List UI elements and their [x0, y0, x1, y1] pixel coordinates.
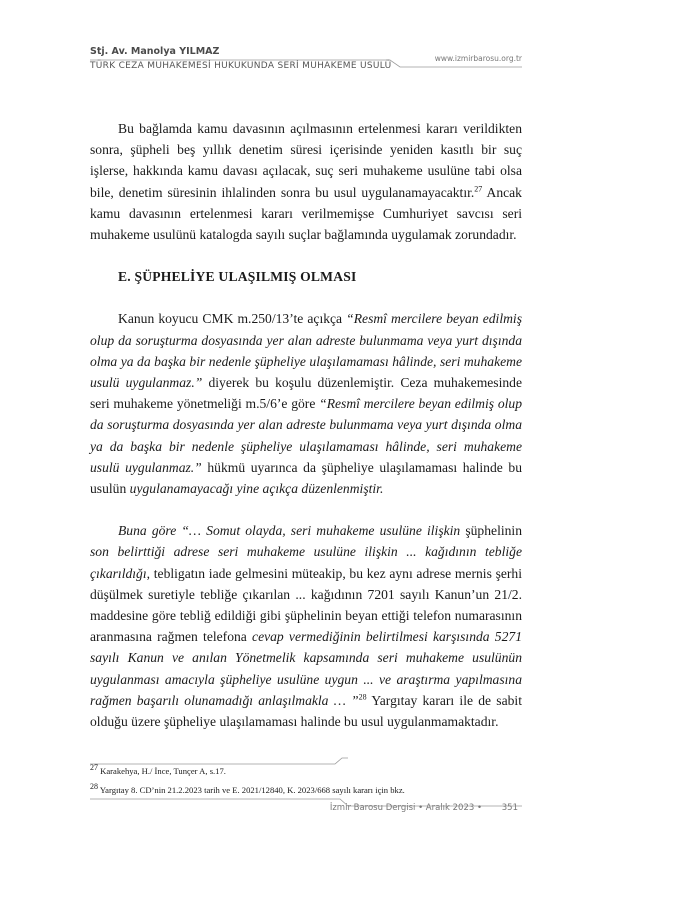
text-run: Bu bağlamda kamu davasının açılmasının ertelenmesi kararı verildikten sonra, şüpheli beş yıllık denetim süresi içerisinde yeniden kasıtlı bir suç işlerse, hakkında kamu davası açılacak, suç seri muhakeme usulüne tabi olsa bile, denetim süresinin ihlalinden sonra bu usul uygulanamayacaktır. [90, 121, 522, 200]
article-body [90, 118, 522, 732]
website-link[interactable]: www.izmirbarosu.org.tr [434, 54, 522, 63]
footnote-ref-27[interactable]: 27 [474, 184, 483, 194]
footer-journal-name: İzmir Barosu Dergisi • Aralık 2023 • [329, 803, 482, 813]
page-footer [90, 798, 522, 818]
text-run: , tebligatın iade gelmesini müteakip, bu kez aynı adrese mernis şerhi düşülmek suretiyle tebliğe çıkarılan ... kağıdının 7201 sayılı Kanun’un 21/2. maddesine göre tebliğ edildiği gibi şüphelinin beyan ettiği telefon numarasının aranmasına rağmen telefona [90, 565, 522, 645]
footnotes [90, 764, 522, 802]
footnote-text: Karakehya, H./ İnce, Tunçer A, s.17. [98, 766, 226, 776]
text-run: Yargıtay kararı ile de sabit olduğu üzere şüpheliye ulaşılamaması halinde bu usul uygulanmamaktadır. [90, 692, 522, 730]
quoted-decision-text: cevap vermediğinin belirtilmesi karşısında 5271 sayılı Kanun ve anılan Yönetmelik kapsamında seri muhakeme usulünün uygulanması amacıyla şüpheliye usulüne uygun ... ve araştırma yapılmasına rağmen başarılı olunamadığı anlaşılmakla … ” [90, 629, 522, 708]
footnote-28 [90, 783, 522, 797]
footnote-text: Yargıtay 8. CD’nin 21.2.2023 tarih ve E. 2021/12840, K. 2023/668 sayılı kararı için bkz. [98, 785, 405, 795]
paragraph [90, 520, 522, 732]
author-name: Stj. Av. Manolya YILMAZ [90, 46, 220, 57]
footnote-ref-28[interactable]: 28 [358, 692, 367, 702]
quoted-law-text: “Resmî mercilere beyan edilmiş olup da soruşturma dosyasında yer alan adreste bulunmama veya yurt dışında olma ya da başka bir nedenle şüpheliye ulaşılamaması hâlinde, seri muhakeme usulü uygulanmaz.” [90, 311, 522, 391]
text-run: Ancak kamu davasının ertelenmesi kararı verilmemişse Cumhuriyet savcısı seri muhakeme usulünü katalogda sayılı suçlar bağlamında uygulamak zorundadır. [90, 184, 522, 243]
page-header [90, 46, 522, 86]
footnote-number: 27 [90, 763, 98, 773]
footnote-number: 28 [90, 782, 98, 792]
section-heading: E. ŞÜPHELİYE ULAŞILMIŞ OLMASI [118, 269, 357, 285]
quoted-decision-text: son belirttiği adrese seri muhakeme usulüne ilişkin ... kağıdının tebliğe çıkarıldığı [90, 544, 522, 581]
footnote-27 [90, 764, 522, 778]
quoted-regulation-text: “Resmî mercilere beyan edilmiş olup da soruşturma dosyasında yer alan adreste bulunmama veya yurt dışında olma ya da başka bir nedenle şüpheliye ulaşılamaması hâlinde, seri muhakeme usulü uygulanmaz.” [90, 396, 522, 475]
text-run: şüphelinin [460, 523, 522, 539]
running-title: TÜRK CEZA MUHAKEMESİ HUKUKUNDA SERİ MUHAKEME USULÜ [90, 61, 392, 71]
quoted-decision-text: Buna göre “… Somut olayda, seri muhakeme usulüne ilişkin [118, 523, 461, 539]
paragraph [90, 308, 522, 499]
emphasis-text: uygulanamayacağı yine açıkça düzenlenmiştir. [129, 481, 384, 497]
text-run: hükmü uyarınca da şüpheliye ulaşılamaması halinde bu usulün [90, 459, 522, 497]
paragraph [90, 118, 522, 245]
page-number: 351 [501, 803, 518, 813]
text-run: Kanun koyucu CMK m.250/13’te açıkça [118, 311, 347, 327]
text-run: diyerek bu koşulu düzenlemiştir. Ceza muhakemesinde seri muhakeme yönetmeliği m.5/6’e göre [90, 375, 522, 412]
